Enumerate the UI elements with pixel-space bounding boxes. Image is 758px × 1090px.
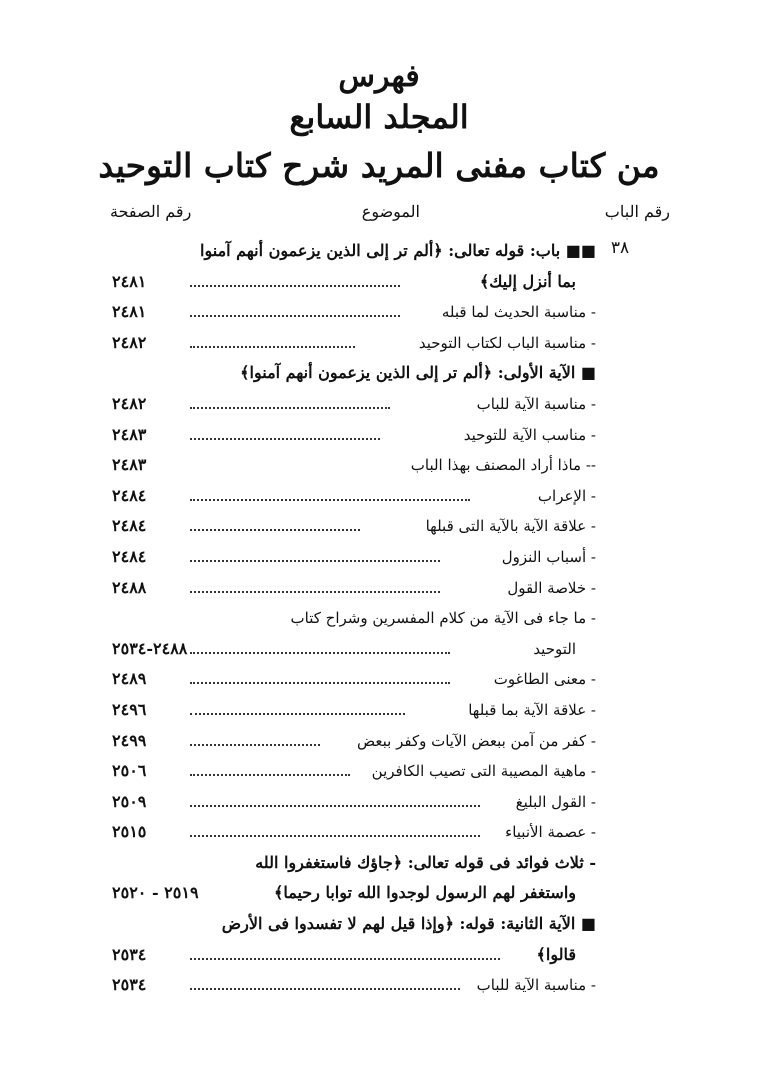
entry-title: -- ماذا أراد المصنف بهذا الباب — [410, 456, 596, 475]
index-title: فهرس — [338, 59, 420, 94]
index-entry — [112, 358, 596, 389]
entry-title: - أسباب النزول — [501, 547, 596, 566]
column-headers — [0, 202, 758, 226]
entry-title: - مناسبة الآية للباب — [476, 394, 596, 413]
entry-page-number: ٢٤٨٨ — [112, 577, 147, 597]
index-entry — [112, 603, 596, 634]
index-entry — [112, 328, 596, 359]
index-entry — [112, 481, 596, 512]
entry-title: - عصمة الأنبياء — [505, 823, 596, 842]
entry-title: - القول البليغ — [515, 792, 596, 811]
entry-page-number: ٢٤٨١ — [112, 271, 147, 291]
entry-title: بما أنزل إليك﴾ — [479, 271, 576, 291]
entry-title: - ثلاث فوائد فى قوله تعالى: ﴿جاؤك فاستغفروا الله — [255, 852, 596, 872]
index-entry — [112, 756, 596, 787]
header-page-number: رقم الصفحة — [110, 202, 192, 221]
entry-title: - الإعراب — [537, 486, 596, 505]
index-entry — [112, 664, 596, 695]
entry-page-number: ٢٥٣٤ — [112, 975, 147, 995]
dot-leader — [190, 744, 320, 746]
index-entry — [112, 542, 596, 573]
index-entry — [112, 817, 596, 848]
index-entry — [112, 420, 596, 451]
entry-page-number: ٢٥١٩ - ٢٥٢٠ — [112, 883, 199, 903]
index-entry — [112, 634, 596, 665]
dot-leader — [190, 560, 440, 562]
index-entry — [112, 695, 596, 726]
entry-page-number: ٢٤٨١ — [112, 302, 147, 322]
entry-page-number: ٢٤٨٨-٢٥٣٤ — [112, 638, 188, 658]
dot-leader — [190, 988, 460, 990]
index-entry — [112, 787, 596, 818]
entry-page-number: ٢٥٣٤ — [112, 944, 147, 964]
entry-page-number: ٢٤٨٤ — [112, 516, 147, 536]
entry-title: ■ الآية الثانية: قوله: ﴿وإذا قيل لهم لا تفسدوا فى الأرض — [221, 914, 596, 934]
entry-page-number: ٢٤٩٦ — [112, 699, 147, 719]
index-entry — [112, 970, 596, 1001]
index-entry — [112, 267, 596, 298]
index-entry — [112, 909, 596, 940]
dot-leader — [190, 958, 500, 960]
entry-title: - خلاصة القول — [507, 578, 596, 597]
entry-page-number: ٢٤٨٢ — [112, 393, 147, 413]
index-entry — [112, 848, 596, 879]
dot-leader — [190, 285, 400, 287]
dot-leader — [190, 407, 390, 409]
entry-page-number: ٢٤٨٤ — [112, 485, 147, 505]
entry-title: ■ الآية الأولى: ﴿ألم تر إلى الذين يزعمون أنهم آمنوا﴾ — [240, 363, 596, 383]
index-entry — [112, 878, 596, 909]
entry-title: - ماهية المصيبة التى تصيب الكافرين — [371, 762, 596, 781]
index-entry — [112, 297, 596, 328]
dot-leader — [190, 529, 360, 531]
index-entry — [112, 726, 596, 757]
index-entries — [112, 236, 596, 1001]
entry-title: - مناسب الآية للتوحيد — [463, 425, 596, 444]
dot-leader — [190, 346, 355, 348]
index-entry — [112, 236, 596, 267]
entry-title: - مناسبة الآية للباب — [476, 976, 596, 995]
bab-number: ٣٨ — [610, 238, 630, 258]
entry-title: - مناسبة الحديث لما قبله — [441, 303, 596, 322]
entry-page-number: ٢٤٨٩ — [112, 669, 147, 689]
dot-leader — [190, 438, 380, 440]
header-bab-number: رقم الباب — [604, 202, 670, 221]
entry-title: واستغفر لهم الرسول لوجدوا الله توابا رحيما﴾ — [273, 883, 576, 903]
entry-page-number: ٢٤٨٣ — [112, 424, 147, 444]
entry-page-number: ٢٤٨٤ — [112, 546, 147, 566]
index-entry — [112, 573, 596, 604]
entry-page-number: ٢٤٩٩ — [112, 730, 147, 750]
index-entry — [112, 450, 596, 481]
entry-page-number: ٢٥١٥ — [112, 822, 147, 842]
dot-leader — [190, 835, 480, 837]
entry-title: - مناسبة الباب لكتاب التوحيد — [418, 333, 596, 352]
dot-leader — [190, 774, 350, 776]
entry-title: - علاقة الآية بما قبلها — [468, 700, 596, 719]
entry-title: - كفر من آمن ببعض الآيات وكفر ببعض — [357, 731, 596, 750]
entry-title: ■■ باب: قوله تعالى: ﴿ألم تر إلى الذين يزعمون أنهم آمنوا — [200, 241, 596, 260]
dot-leader — [190, 682, 450, 684]
entry-title: - معنى الطاغوت — [493, 670, 596, 689]
entry-page-number: ٢٤٨٢ — [112, 332, 147, 352]
header-topic: الموضوع — [361, 202, 420, 221]
entry-page-number: ٢٤٨٣ — [112, 455, 147, 475]
dot-leader — [190, 499, 470, 501]
entry-page-number: ٢٥٠٦ — [112, 761, 147, 781]
entry-title: قالوا﴾ — [536, 944, 576, 964]
entry-title: - ما جاء فى الآية من كلام المفسرين وشراح كتاب — [290, 609, 596, 628]
index-entry — [112, 389, 596, 420]
book-title: من كتاب مفنى المريد شرح كتاب التوحيد — [98, 146, 660, 185]
title-block — [0, 60, 758, 192]
dot-leader — [190, 713, 405, 715]
entry-title: - علاقة الآية بالآية التى قبلها — [425, 517, 596, 536]
entry-page-number: ٢٥٠٩ — [112, 791, 147, 811]
dot-leader — [190, 805, 480, 807]
entry-title: التوحيد — [533, 639, 576, 658]
index-entry — [112, 511, 596, 542]
dot-leader — [190, 652, 450, 654]
volume-title: المجلد السابع — [289, 98, 469, 136]
dot-leader — [190, 315, 400, 317]
dot-leader — [190, 591, 440, 593]
index-entry — [112, 940, 596, 971]
